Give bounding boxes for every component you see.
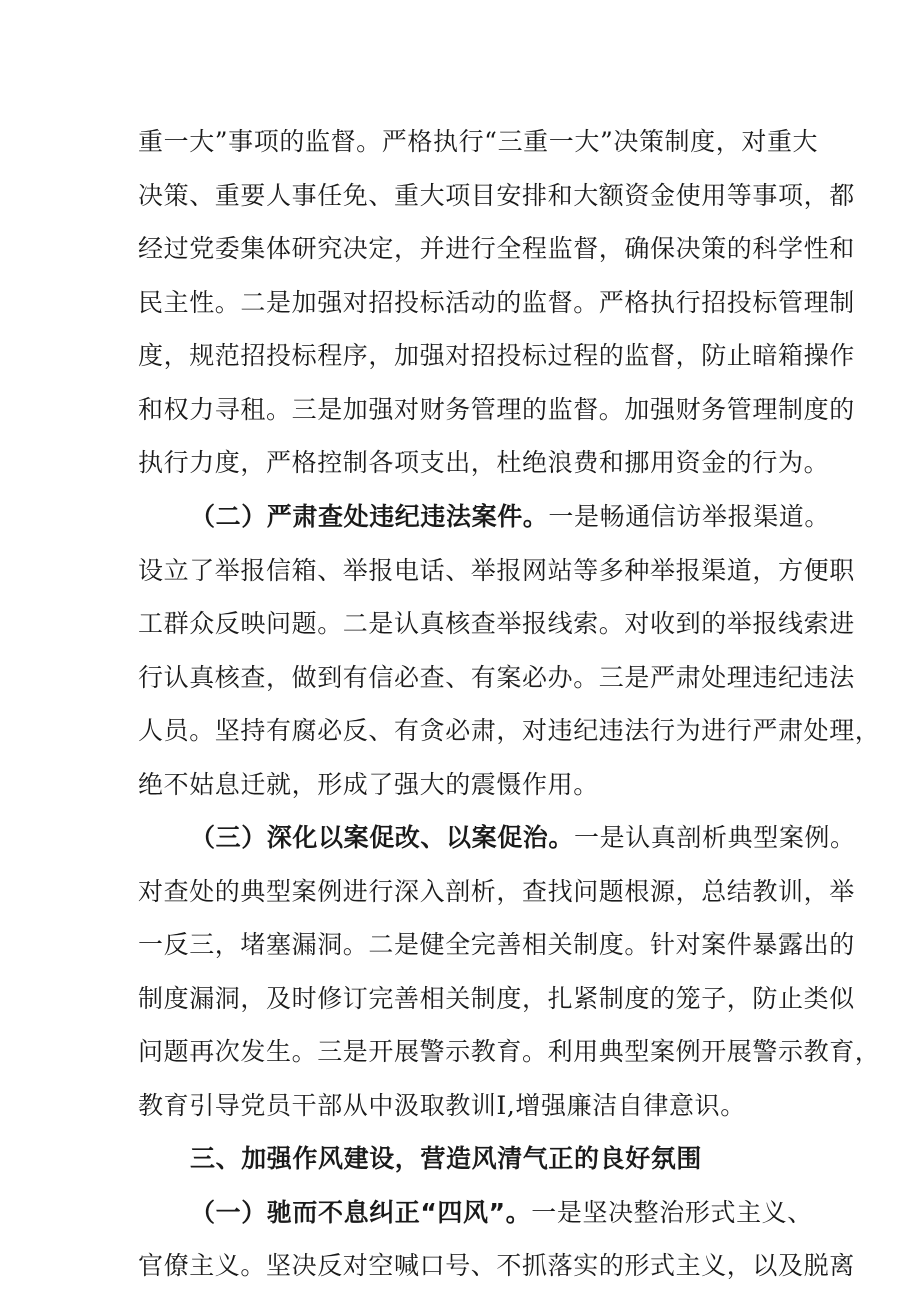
paragraph-heading: （二）严肃查处违纪违法案件。 (190, 502, 549, 531)
body-line: 民主性。二是加强对招投标活动的监督。严格执行招投标管理制 (138, 288, 855, 317)
paragraph-heading: （一）驰而不息纠正“四风”。 (190, 1198, 532, 1227)
body-line: 重一大”事项的监督。严格执行“三重一大”决策制度，对重大 (138, 127, 819, 156)
body-line: 经过党委集体研究决定，并进行全程监督，确保决策的科学性和 (138, 234, 855, 263)
section-title: 三、加强作风建设，营造风清气正的良好氛围 (190, 1144, 703, 1173)
body-line: 教育引导党员干部从中汲取教训I,增强廉洁自律意识。 (138, 1091, 746, 1120)
body-text: 一是畅通信访举报渠道。 (548, 502, 831, 531)
body-line: 决策、重要人事任免、重大项目安排和大额资金使用等事项，都 (138, 181, 855, 210)
paragraph-first-line (190, 486, 831, 548)
body-text: 一是认真剖析典型案例。 (574, 823, 856, 852)
body-line: 问题再次发生。三是开展警示教育。利用典型案例开展警示教育， (138, 1037, 881, 1066)
body-line: 执行力度，严格控制各项支出，杜绝浪费和挪用资金的行为。 (138, 448, 830, 477)
body-line: 和权力寻租。三是加强对财务管理的监督。加强财务管理制度的 (138, 395, 855, 424)
body-line: 设立了举报信箱、举报电话、举报网站等多种举报渠道，方便职 (138, 556, 855, 585)
body-text: 一是坚决整治形式主义、 (531, 1198, 813, 1227)
body-line: 行认真核查，做到有信必查、有案必办。三是严肃处理违纪违法 (138, 663, 855, 692)
body-line: 官僚主义。坚决反对空喊口号、不抓落实的形式主义，以及脱离 (138, 1251, 855, 1280)
body-line: 人员。坚持有腐必反、有贪必肃，对违纪违法行为进行严肃处理， (138, 716, 881, 745)
body-line: 一反三，堵塞漏洞。二是健全完善相关制度。针对案件暴露出的 (138, 930, 855, 959)
paragraph-first-line (190, 807, 856, 869)
paragraph-heading: （三）深化以案促改、以案促治。 (190, 823, 575, 852)
body-line: 度，规范招投标程序，加强对招投标过程的监督，防止暗箱操作 (138, 341, 855, 370)
body-line: 制度漏洞，及时修订完善相关制度，扎紧制度的笼子，防止类似 (138, 984, 855, 1013)
body-line: 工群众反映问题。二是认真核查举报线索。对收到的举报线索进 (138, 609, 855, 638)
body-line: 对查处的典型案例进行深入剖析，查找问题根源，总结教训，举 (138, 877, 855, 906)
body-line: 绝不姑息迁就，形成了强大的震慑作用。 (138, 770, 599, 799)
